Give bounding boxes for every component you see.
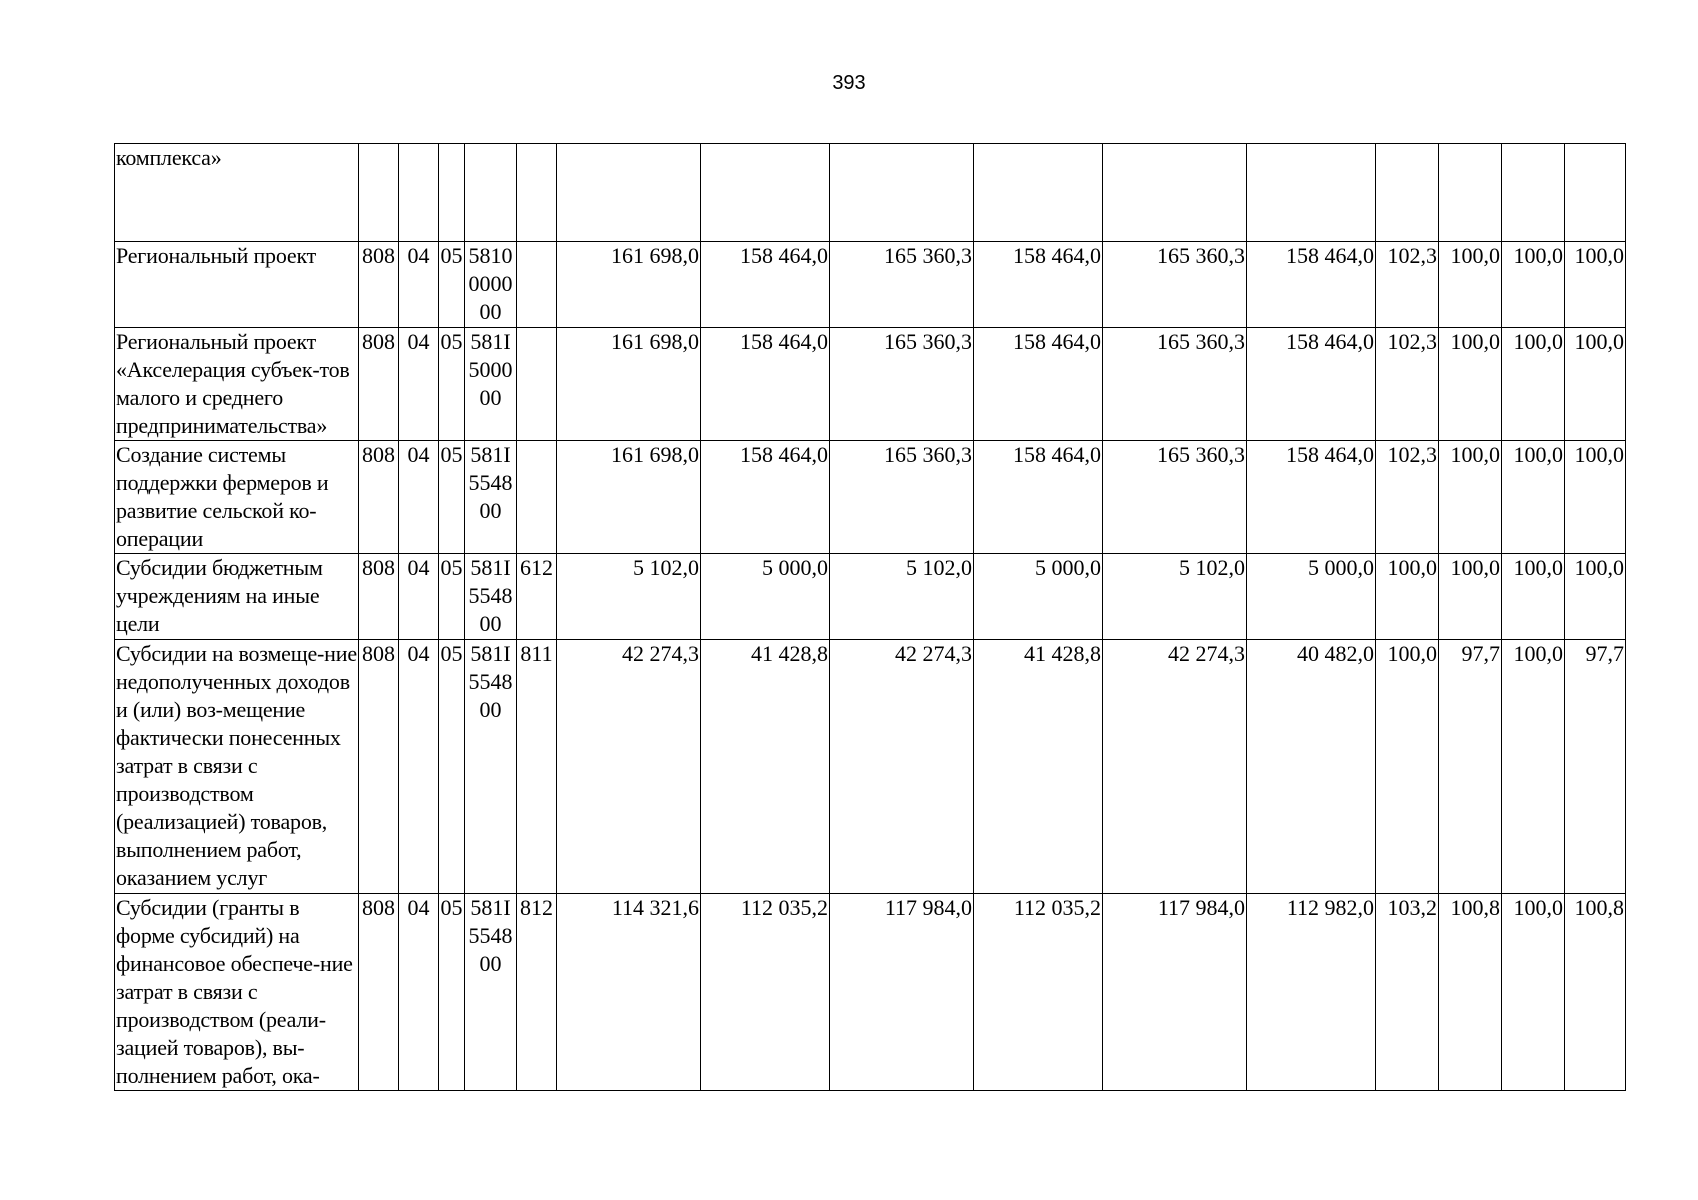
- subsection-code: 05: [439, 328, 465, 441]
- percent-cell: 100,0: [1565, 554, 1626, 640]
- row-name: Субсидии (гранты в форме субсидий) на финансовое обеспече-ние затрат в связи с производством (реали-зацией товаров), вы-полнением работ, ока-: [115, 894, 359, 1091]
- row-name: Региональный проект: [115, 242, 359, 328]
- expense-type-code: 812: [517, 894, 557, 1091]
- section-code: 04: [399, 894, 439, 1091]
- value-cell: 165 360,3: [830, 441, 974, 554]
- target-article-code: 5810000000: [465, 242, 517, 328]
- value-cell: 117 984,0: [830, 894, 974, 1091]
- value-cell: 165 360,3: [1103, 242, 1247, 328]
- table-body: [115, 144, 1626, 1091]
- subsection-code: 05: [439, 242, 465, 328]
- percent-cell: 100,8: [1565, 894, 1626, 1091]
- percent-cell: [1502, 144, 1565, 242]
- grbs-code: 808: [359, 640, 399, 894]
- expense-type-code: 811: [517, 640, 557, 894]
- percent-cell: 102,3: [1376, 441, 1439, 554]
- value-cell: 42 274,3: [557, 640, 701, 894]
- percent-cell: 100,0: [1439, 242, 1502, 328]
- grbs-code: 808: [359, 894, 399, 1091]
- percent-cell: 100,0: [1376, 554, 1439, 640]
- value-cell: 5 102,0: [557, 554, 701, 640]
- value-cell: 158 464,0: [1247, 242, 1376, 328]
- percent-cell: [1565, 144, 1626, 242]
- percent-cell: [1376, 144, 1439, 242]
- percent-cell: 97,7: [1439, 640, 1502, 894]
- value-cell: 165 360,3: [830, 242, 974, 328]
- percent-cell: 100,0: [1502, 242, 1565, 328]
- subsection-code: 05: [439, 640, 465, 894]
- target-article-code: 581I554800: [465, 441, 517, 554]
- percent-cell: 100,0: [1502, 328, 1565, 441]
- percent-cell: 100,0: [1439, 441, 1502, 554]
- section-code: [399, 144, 439, 242]
- value-cell: [1247, 144, 1376, 242]
- expense-type-code: [517, 441, 557, 554]
- percent-cell: 102,3: [1376, 242, 1439, 328]
- row-name: Создание системы поддержки фермеров и развитие сельской ко-операции: [115, 441, 359, 554]
- expense-type-code: [517, 328, 557, 441]
- percent-cell: 100,0: [1439, 554, 1502, 640]
- value-cell: 41 428,8: [701, 640, 830, 894]
- value-cell: 158 464,0: [701, 441, 830, 554]
- section-code: 04: [399, 242, 439, 328]
- value-cell: 5 000,0: [1247, 554, 1376, 640]
- value-cell: 158 464,0: [974, 242, 1103, 328]
- value-cell: 5 000,0: [974, 554, 1103, 640]
- table-row: [115, 640, 1626, 894]
- subsection-code: [439, 144, 465, 242]
- expense-type-code: 612: [517, 554, 557, 640]
- target-article-code: 581I554800: [465, 894, 517, 1091]
- subsection-code: 05: [439, 894, 465, 1091]
- value-cell: 161 698,0: [557, 242, 701, 328]
- percent-cell: 100,0: [1502, 441, 1565, 554]
- value-cell: 5 000,0: [701, 554, 830, 640]
- target-article-code: 581I554800: [465, 554, 517, 640]
- percent-cell: 102,3: [1376, 328, 1439, 441]
- table-row: [115, 441, 1626, 554]
- section-code: 04: [399, 328, 439, 441]
- table-row: [115, 554, 1626, 640]
- value-cell: 114 321,6: [557, 894, 701, 1091]
- value-cell: 5 102,0: [1103, 554, 1247, 640]
- grbs-code: 808: [359, 328, 399, 441]
- value-cell: 40 482,0: [1247, 640, 1376, 894]
- value-cell: 112 982,0: [1247, 894, 1376, 1091]
- value-cell: [1103, 144, 1247, 242]
- section-code: 04: [399, 554, 439, 640]
- percent-cell: 100,0: [1502, 894, 1565, 1091]
- value-cell: 158 464,0: [974, 328, 1103, 441]
- value-cell: 165 360,3: [1103, 328, 1247, 441]
- percent-cell: [1439, 144, 1502, 242]
- value-cell: 5 102,0: [830, 554, 974, 640]
- percent-cell: 100,0: [1565, 328, 1626, 441]
- table-row: [115, 144, 1626, 242]
- percent-cell: 100,8: [1439, 894, 1502, 1091]
- value-cell: [974, 144, 1103, 242]
- percent-cell: 100,0: [1502, 554, 1565, 640]
- value-cell: [557, 144, 701, 242]
- value-cell: 158 464,0: [1247, 441, 1376, 554]
- percent-cell: 97,7: [1565, 640, 1626, 894]
- section-code: 04: [399, 640, 439, 894]
- percent-cell: 100,0: [1376, 640, 1439, 894]
- table-row: [115, 242, 1626, 328]
- grbs-code: 808: [359, 554, 399, 640]
- value-cell: 161 698,0: [557, 328, 701, 441]
- percent-cell: 100,0: [1439, 328, 1502, 441]
- percent-cell: 103,2: [1376, 894, 1439, 1091]
- value-cell: 158 464,0: [974, 441, 1103, 554]
- page-number: 393: [832, 72, 866, 94]
- value-cell: 117 984,0: [1103, 894, 1247, 1091]
- row-name: Субсидии бюджетным учреждениям на иные цели: [115, 554, 359, 640]
- grbs-code: 808: [359, 242, 399, 328]
- budget-table: [114, 143, 1626, 1091]
- percent-cell: 100,0: [1565, 242, 1626, 328]
- table-row: [115, 328, 1626, 441]
- row-name: Субсидии на возмеще-ние недополученных доходов и (или) воз-мещение фактически понесенных затрат в связи с производством (реализацией) товаров, выполнением работ, оказанием услуг: [115, 640, 359, 894]
- target-article-code: 581I554800: [465, 640, 517, 894]
- value-cell: 165 360,3: [830, 328, 974, 441]
- expense-type-code: [517, 144, 557, 242]
- value-cell: 112 035,2: [701, 894, 830, 1091]
- subsection-code: 05: [439, 441, 465, 554]
- value-cell: 112 035,2: [974, 894, 1103, 1091]
- row-name: комплекса»: [115, 144, 359, 242]
- subsection-code: 05: [439, 554, 465, 640]
- section-code: 04: [399, 441, 439, 554]
- value-cell: [701, 144, 830, 242]
- expense-type-code: [517, 242, 557, 328]
- percent-cell: 100,0: [1565, 441, 1626, 554]
- percent-cell: 100,0: [1502, 640, 1565, 894]
- value-cell: 161 698,0: [557, 441, 701, 554]
- grbs-code: [359, 144, 399, 242]
- value-cell: 41 428,8: [974, 640, 1103, 894]
- grbs-code: 808: [359, 441, 399, 554]
- value-cell: 158 464,0: [1247, 328, 1376, 441]
- value-cell: 165 360,3: [1103, 441, 1247, 554]
- target-article-code: [465, 144, 517, 242]
- value-cell: 42 274,3: [830, 640, 974, 894]
- value-cell: 158 464,0: [701, 328, 830, 441]
- target-article-code: 581I500000: [465, 328, 517, 441]
- value-cell: [830, 144, 974, 242]
- value-cell: 42 274,3: [1103, 640, 1247, 894]
- row-name: Региональный проект «Акселерация субъек-тов малого и среднего предпринимательства»: [115, 328, 359, 441]
- value-cell: 158 464,0: [701, 242, 830, 328]
- table-row: [115, 894, 1626, 1091]
